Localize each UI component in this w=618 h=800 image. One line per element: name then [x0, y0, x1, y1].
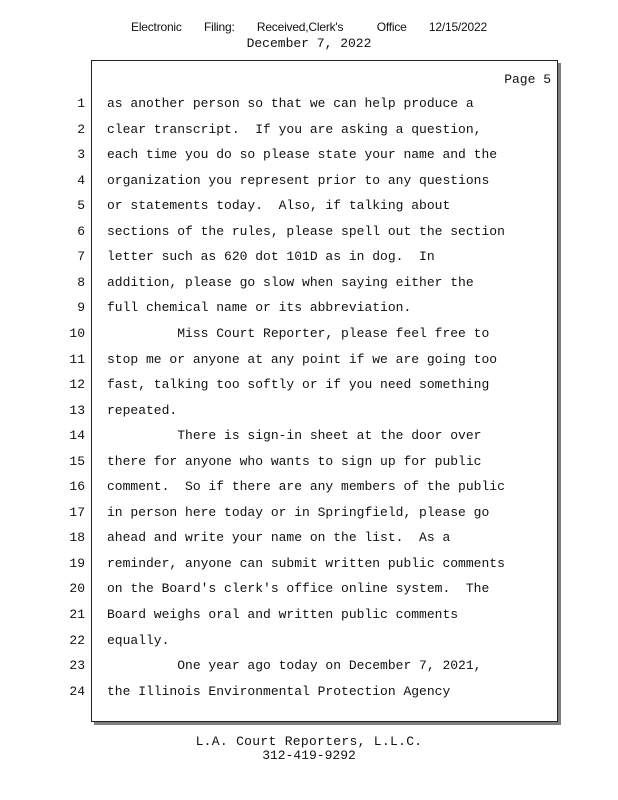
- line-number: 2: [77, 122, 85, 137]
- line-text: Miss Court Reporter, please feel free to: [107, 326, 490, 341]
- line-number: 21: [69, 607, 85, 622]
- transcript-date: December 7, 2022: [246, 36, 372, 51]
- line-text: One year ago today on December 7, 2021,: [107, 658, 482, 673]
- line-text: as another person so that we can help produce a: [107, 96, 474, 111]
- line-number: 8: [77, 275, 85, 290]
- line-text: addition, please go slow when saying either the: [107, 275, 474, 290]
- line-number: 19: [69, 556, 85, 571]
- line-number: 10: [69, 326, 85, 341]
- line-number: 16: [69, 479, 85, 494]
- line-number: 22: [69, 633, 85, 648]
- page-number: Page 5: [504, 72, 551, 87]
- line-text: clear transcript. If you are asking a question,: [107, 122, 482, 137]
- line-number: 4: [77, 173, 85, 188]
- line-text: comment. So if there are any members of the public: [107, 479, 505, 494]
- line-number: 5: [77, 198, 85, 213]
- line-number: 18: [69, 530, 85, 545]
- line-number: 3: [77, 147, 85, 162]
- footer-company: L.A. Court Reporters, L.L.C.: [195, 734, 423, 749]
- line-text: stop me or anyone at any point if we are going too: [107, 352, 498, 367]
- line-text: organization you represent prior to any questions: [107, 173, 490, 188]
- line-text: each time you do so please state your name and the: [107, 147, 498, 162]
- line-number: 23: [69, 658, 85, 673]
- line-number: 12: [69, 377, 85, 392]
- line-text: There is sign-in sheet at the door over: [107, 428, 482, 443]
- line-text: on the Board's clerk's office online system. The: [107, 581, 490, 596]
- line-number: 7: [77, 249, 85, 264]
- line-text: fast, talking too softly or if you need something: [107, 377, 490, 392]
- line-number: 14: [69, 428, 85, 443]
- line-text: full chemical name or its abbreviation.: [107, 300, 412, 315]
- line-number: 13: [69, 403, 85, 418]
- line-number: 6: [77, 224, 85, 239]
- line-number: 9: [77, 300, 85, 315]
- line-text: equally.: [107, 633, 170, 648]
- footer-phone: 312-419-9292: [262, 748, 356, 763]
- line-text: sections of the rules, please spell out the section: [107, 224, 505, 239]
- line-number: 24: [69, 684, 85, 699]
- line-text: the Illinois Environmental Protection Agency: [107, 684, 451, 699]
- line-text: there for anyone who wants to sign up for public: [107, 454, 482, 469]
- line-text: letter such as 620 dot 101D as in dog. In: [107, 249, 435, 264]
- line-text: Board weighs oral and written public comments: [107, 607, 459, 622]
- line-text: reminder, anyone can submit written public comments: [107, 556, 505, 571]
- filing-stamp: Electronic Filing: Received,Clerk's Office 12/15/2022: [131, 20, 487, 34]
- line-number: 20: [69, 581, 85, 596]
- line-number: 15: [69, 454, 85, 469]
- line-number: 1: [77, 96, 85, 111]
- line-number: 17: [69, 505, 85, 520]
- line-text: repeated.: [107, 403, 178, 418]
- line-number: 11: [69, 352, 85, 367]
- line-text: in person here today or in Springfield, please go: [107, 505, 490, 520]
- line-text: ahead and write your name on the list. As a: [107, 530, 451, 545]
- line-text: or statements today. Also, if talking about: [107, 198, 451, 213]
